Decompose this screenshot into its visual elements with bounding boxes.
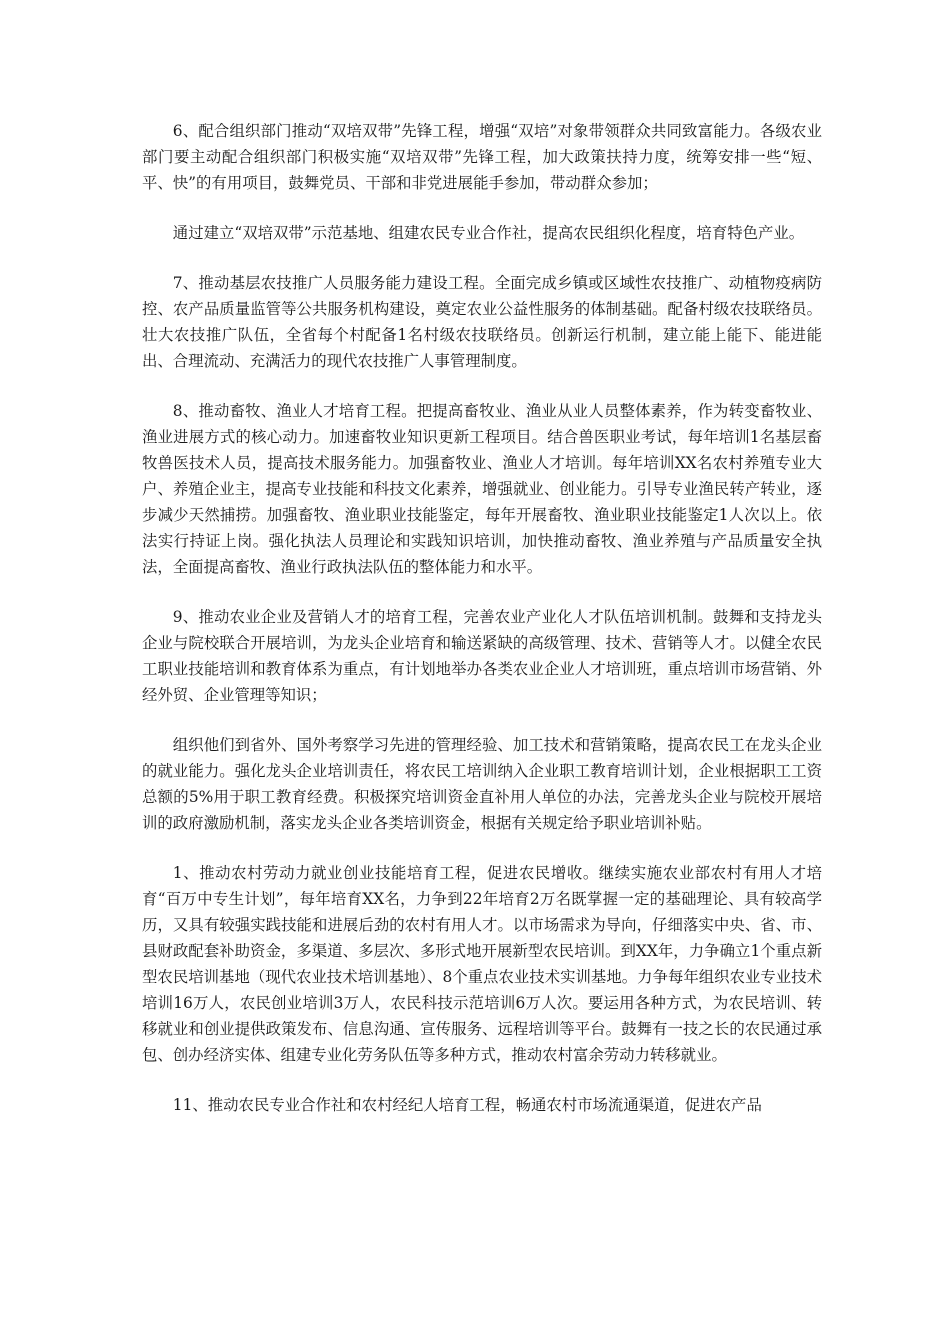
paragraph-item-7: 7、推动基层农技推广人员服务能力建设工程。全面完成乡镇或区域性农技推广、动植物疫病防控、农产品质量监管等公共服务机构建设，奠定农业公益性服务的体制基础。配备村级农技联络员。壮大农技推广队伍，全省每个村配备1名村级农技联络员。创新运行机制，建立能上能下、能进能出、合理流动、充满活力的现代农技推广人事管理制度。: [142, 274, 822, 370]
paragraph-item-1: 1、推动农村劳动力就业创业技能培育工程，促进农民增收。继续实施农业部农村有用人才培育“百万中专生计划”，每年培育XX名，力争到22年培育2万名既掌握一定的基础理论、具有较高学历，又具有较强实践技能和进展后劲的农村有用人才。以市场需求为导向，仔细落实中央、省、市、县财政配套补助资金，多渠道、多层次、多形式地开展新型农民培训。到XX年，力争确立1个重点新型农民培训基地（现代农业技术培训基地）、8个重点农业技术实训基地。力争每年组织农业专业技术培训16万人，农民创业培训3万人，农民科技示范培训6万人次。要运用各种方式，为农民培训、转移就业和创业提供政策发布、信息沟通、宣传服务、远程培训等平台。鼓舞有一技之长的农民通过承包、创办经济实体、组建专业化劳务队伍等多种方式，推动农村富余劳动力转移就业。: [142, 864, 822, 1064]
paragraph-item-9-cont: 组织他们到省外、国外考察学习先进的管理经验、加工技术和营销策略，提高农民工在龙头企业的就业能力。强化龙头企业培训责任，将农民工培训纳入企业职工教育培训计划，企业根据职工工资总额的5%用于职工教育经费。积极探究培训资金直补用人单位的办法，完善龙头企业与院校开展培训的政府激励机制，落实龙头企业各类培训资金，根据有关规定给予职业培训补贴。: [142, 736, 822, 832]
paragraph-item-6-cont: 通过建立“双培双带”示范基地、组建农民专业合作社，提高农民组织化程度，培育特色产业。: [172, 224, 805, 242]
paragraph-item-6: 6、配合组织部门推动“双培双带”先锋工程，增强“双培”对象带领群众共同致富能力。各级农业部门要主动配合组织部门积极实施“双培双带”先锋工程，加大政策扶持力度，统筹安排一些“短、平、快”的有用项目，鼓舞党员、干部和非党进展能手参加，带动群众参加；: [142, 122, 822, 192]
paragraph-item-8: 8、推动畜牧、渔业人才培育工程。把提高畜牧业、渔业从业人员整体素养，作为转变畜牧业、渔业进展方式的核心动力。加速畜牧业知识更新工程项目。结合兽医职业考试，每年培训1名基层畜牧兽医技术人员，提高技术服务能力。加强畜牧业、渔业人才培训。每年培训XX名农村养殖专业大户、养殖企业主，提高专业技能和科技文化素养，增强就业、创业能力。引导专业渔民转产转业，逐步减少天然捕捞。加强畜牧、渔业职业技能鉴定，每年开展畜牧、渔业职业技能鉴定1人次以上。依法实行持证上岗。强化执法人员理论和实践知识培训，加快推动畜牧、渔业养殖与产品质量安全执法，全面提高畜牧、渔业行政执法队伍的整体能力和水平。: [142, 402, 822, 576]
document-body: [142, 118, 822, 1142]
paragraph-item-9: 9、推动农业企业及营销人才的培育工程，完善农业产业化人才队伍培训机制。鼓舞和支持龙头企业与院校联合开展培训，为龙头企业培育和输送紧缺的高级管理、技术、营销等人才。以健全农民工职业技能培训和教育体系为重点，有计划地举办各类农业企业人才培训班，重点培训市场营销、外经外贸、企业管理等知识；: [142, 608, 822, 704]
paragraph-item-11: 11、推动农民专业合作社和农村经纪人培育工程，畅通农村市场流通渠道，促进农产品: [172, 1096, 762, 1114]
